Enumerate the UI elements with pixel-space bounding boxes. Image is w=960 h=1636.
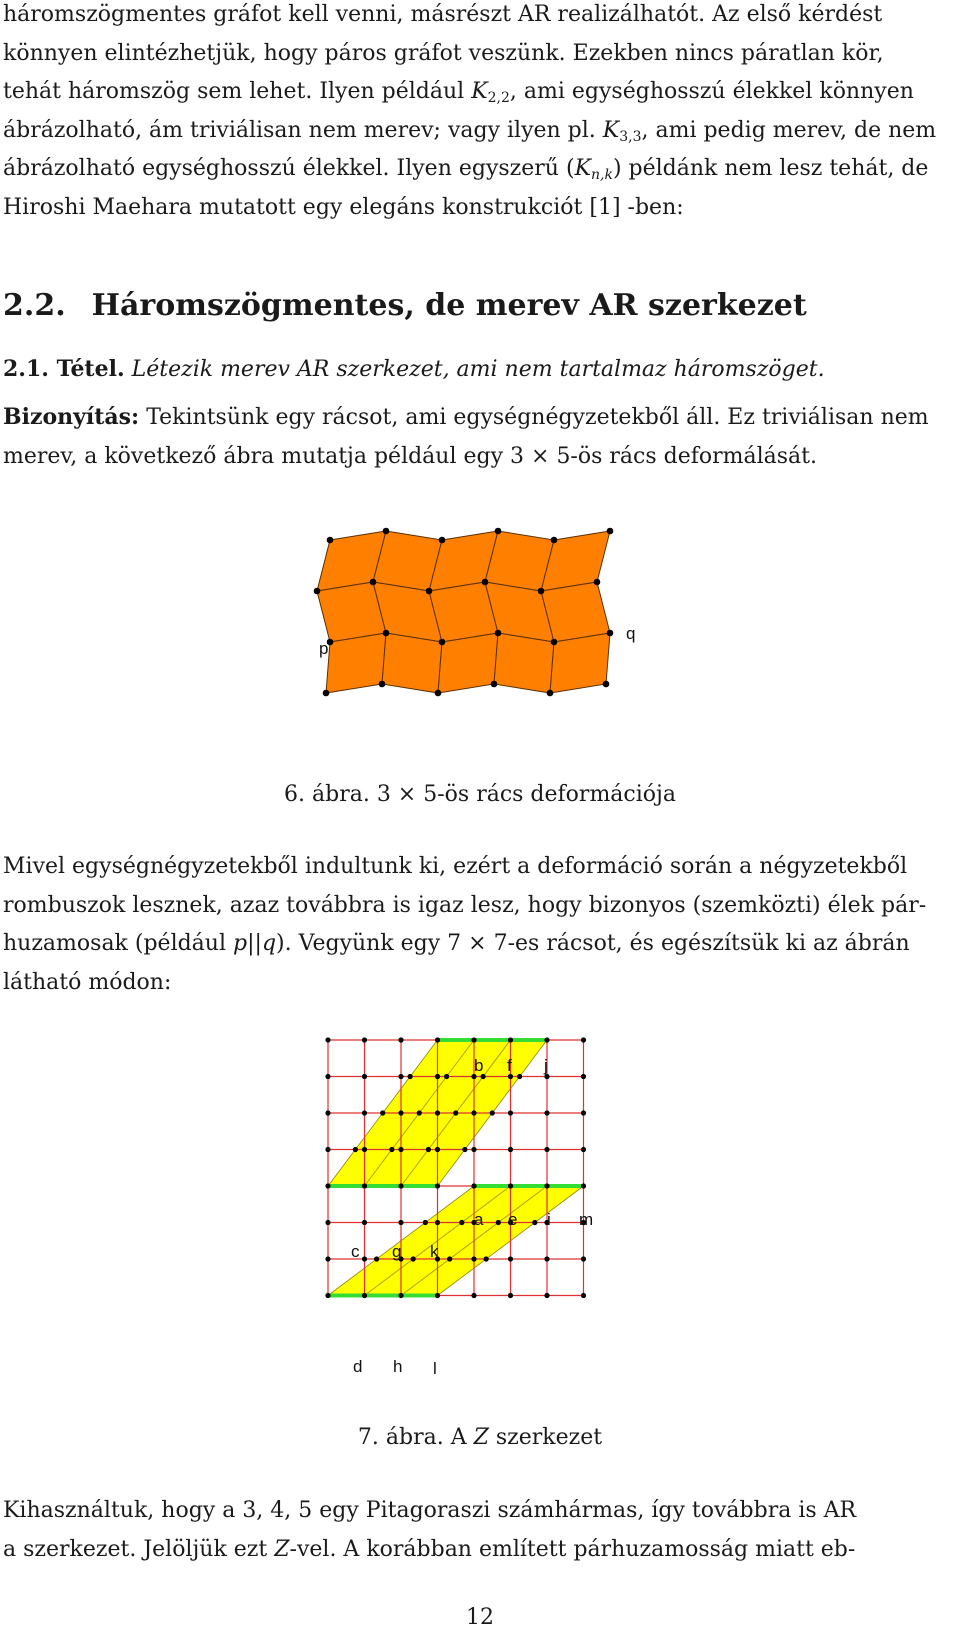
label-l: l xyxy=(433,1359,437,1378)
vertex-dot xyxy=(462,1147,467,1152)
caption-text: szerkezet xyxy=(488,1425,603,1450)
math-subscript: 3,3 xyxy=(619,128,642,145)
vertex-dot xyxy=(379,681,386,688)
vertex-dot xyxy=(398,1074,403,1079)
theorem xyxy=(3,356,825,382)
parallel-symbol: || xyxy=(247,931,262,957)
vertex-dot xyxy=(471,1110,476,1115)
vertex-dot xyxy=(551,639,558,646)
vertex-dot xyxy=(581,1256,586,1261)
rhombus-tile xyxy=(382,633,442,693)
vertex-dot xyxy=(362,1293,367,1298)
vertex-dot xyxy=(544,1110,549,1115)
text-line: rombuszok lesznek, azaz továbbra is igaz lesz, hogy bizonyos (szemközti) élek pár- xyxy=(3,892,927,918)
text-run: ábrázolható egységhosszú élekkel. Ilyen egyszerű ( xyxy=(3,156,575,182)
math-k33: K xyxy=(602,117,620,143)
rhombus-tile xyxy=(326,633,386,693)
paragraph-rhombus xyxy=(3,848,957,1002)
vertex-dot xyxy=(444,1074,449,1079)
vertex-dot xyxy=(508,1110,513,1115)
vertex-dot xyxy=(581,1293,586,1298)
rhombus-tile xyxy=(550,633,610,693)
vertex-dot xyxy=(435,690,442,697)
vertex-dot xyxy=(362,1074,367,1079)
vertex-dot xyxy=(538,588,545,595)
text-line xyxy=(3,1531,957,1570)
math-q: q xyxy=(261,931,277,957)
vertex-dot xyxy=(417,1110,422,1115)
vertex-dot xyxy=(435,1037,440,1042)
vertex-dot xyxy=(471,1037,476,1042)
math-subscript: n,k xyxy=(591,167,613,184)
text-line xyxy=(3,925,957,964)
vertex-dot xyxy=(581,1147,586,1152)
text-line: háromszögmentes gráfot kell venni, másrészt AR realizálhatót. Az első kérdést xyxy=(3,2,883,27)
vertex-dot xyxy=(383,630,390,637)
label-c: c xyxy=(351,1242,360,1261)
vertex-dot xyxy=(398,1147,403,1152)
text-line: Kihasználtuk, hogy a 3, 4, 5 egy Pitagoraszi számhármas, így továbbra is AR xyxy=(3,1498,857,1523)
vertex-dot xyxy=(544,1147,549,1152)
vertex-dot xyxy=(581,1110,586,1115)
rhombus-tiles xyxy=(317,531,610,693)
vertex-dot xyxy=(325,1293,330,1298)
rhombus-tile xyxy=(438,633,498,693)
label-a: a xyxy=(474,1210,484,1229)
vertex-dot xyxy=(325,1037,330,1042)
vertex-dot xyxy=(435,1074,440,1079)
vertex-dot xyxy=(547,690,554,697)
vertex-dot xyxy=(439,639,446,646)
label-i: i xyxy=(547,1210,551,1229)
vertex-dot xyxy=(426,588,433,595)
vertex-dot xyxy=(398,1293,403,1298)
vertex-dot xyxy=(325,1147,330,1152)
label-k: k xyxy=(430,1242,439,1261)
label-p: p xyxy=(319,639,329,658)
text-line: látható módon: xyxy=(3,969,172,995)
vertex-dot xyxy=(435,1147,440,1152)
vertex-dot xyxy=(544,1037,549,1042)
vertex-dot xyxy=(508,1256,513,1261)
section-title: Háromszögmentes, de merev AR szerkezet xyxy=(91,288,807,323)
label-q: q xyxy=(626,624,636,643)
figure-6-deformed-grid xyxy=(300,520,640,730)
vertex-dot xyxy=(362,1220,367,1225)
vertex-dot xyxy=(408,1074,413,1079)
vertex-dot xyxy=(374,1256,379,1261)
vertex-dot xyxy=(370,579,377,586)
vertex-dot xyxy=(325,1220,330,1225)
vertex-dot xyxy=(453,1110,458,1115)
vertex-dot xyxy=(471,1256,476,1261)
math-z: Z xyxy=(274,1536,290,1562)
vertex-dot xyxy=(484,1256,489,1261)
vertex-dot xyxy=(607,630,614,637)
vertex-dot xyxy=(327,537,334,544)
vertex-dot xyxy=(544,1293,549,1298)
text-run: , ami egységhosszú élekkel könnyen xyxy=(509,79,914,105)
vertex-dot xyxy=(447,1256,452,1261)
figure-7-caption xyxy=(0,1425,960,1450)
figure-6-caption: 6. ábra. 3 × 5-ös rács deformációja xyxy=(284,782,676,807)
vertex-dot xyxy=(581,1183,586,1188)
vertex-dot xyxy=(607,528,614,535)
label-d: d xyxy=(353,1357,363,1376)
paragraph-pythagorean xyxy=(3,1492,957,1569)
vertex-dot xyxy=(398,1183,403,1188)
vertex-dot xyxy=(508,1293,513,1298)
vertex-dot xyxy=(353,1147,358,1152)
vertex-dot xyxy=(496,1220,501,1225)
vertex-dot xyxy=(435,1293,440,1298)
math-p: p xyxy=(233,931,248,957)
vertex-dot xyxy=(482,579,489,586)
vertex-dot xyxy=(471,1183,476,1188)
vertex-dot xyxy=(532,1220,537,1225)
vertex-dot xyxy=(314,588,321,595)
text-line: Mivel egységnégyzetekből indultunk ki, ezért a deformáció során a négyzetekből xyxy=(3,854,908,879)
vertex-dot xyxy=(411,1256,416,1261)
section-heading xyxy=(3,288,807,323)
text-line: merev, a következő ábra mutatja például egy 3 × 5-ös rács deformálását. xyxy=(3,443,818,469)
label-g: g xyxy=(392,1242,402,1261)
caption-z: Z xyxy=(473,1425,489,1450)
vertex-dot xyxy=(426,1147,431,1152)
vertex-dot xyxy=(508,1037,513,1042)
yellow-parallelogram xyxy=(328,1186,584,1296)
vertex-dot xyxy=(471,1147,476,1152)
figure-7-z-structure xyxy=(320,1040,620,1378)
proof-paragraph xyxy=(3,398,957,476)
label-m: m xyxy=(579,1210,594,1229)
vertex-dot xyxy=(459,1220,464,1225)
label-e: e xyxy=(508,1210,518,1229)
vertex-dot xyxy=(325,1256,330,1261)
theorem-label: 2.1. Tétel. xyxy=(3,356,125,382)
text-run: huzamosak (például xyxy=(3,931,234,957)
text-run: , ami pedig merev, de nem xyxy=(641,117,937,143)
text-run: -vel. A korábban említett párhuzamosság miatt eb- xyxy=(289,1536,856,1562)
vertex-dot xyxy=(380,1110,385,1115)
vertex-dot xyxy=(383,528,390,535)
text-run: ) példánk nem lesz tehát, de xyxy=(612,156,929,182)
label-h: h xyxy=(393,1357,403,1376)
vertex-dot xyxy=(603,681,610,688)
vertex-dot xyxy=(389,1147,394,1152)
text-line xyxy=(3,112,957,151)
math-subscript: 2,2 xyxy=(487,90,510,107)
text-run: a szerkezet. Jelöljük ezt xyxy=(3,1536,275,1562)
text-run: ábrázolható, ám triviálisan nem merev; vagy ilyen pl. xyxy=(3,117,603,143)
vertex-dot xyxy=(323,690,330,697)
paragraph-intro xyxy=(3,0,957,228)
vertex-dot xyxy=(517,1074,522,1079)
page-number: 12 xyxy=(466,1605,494,1630)
vertex-dot xyxy=(325,1183,330,1188)
text-run: Tekintsünk egy rácsot, ami egységnégyzetekből áll. Ez triviálisan nem xyxy=(146,405,929,430)
caption-text: 7. ábra. A xyxy=(357,1425,474,1450)
text-run: tehát háromszög sem lehet. Ilyen például xyxy=(3,79,472,105)
vertex-dot xyxy=(398,1220,403,1225)
section-number: 2.2. xyxy=(3,288,66,323)
math-knk: K xyxy=(574,156,591,182)
rhombus-tile xyxy=(494,633,554,693)
text-line xyxy=(3,150,957,189)
vertex-dot xyxy=(581,1037,586,1042)
vertex-dot xyxy=(439,537,446,544)
label-j: j xyxy=(544,1056,548,1075)
vertex-dot xyxy=(423,1220,428,1225)
vertex-dot xyxy=(495,528,502,535)
vertex-dot xyxy=(544,1256,549,1261)
vertex-dot xyxy=(495,630,502,637)
vertex-dot xyxy=(508,1147,513,1152)
vertex-dot xyxy=(362,1147,367,1152)
text-line: Hiroshi Maehara mutatott egy elegáns konstrukciót [1] -ben: xyxy=(3,194,684,220)
vertex-dot xyxy=(435,1183,440,1188)
label-b: b xyxy=(474,1056,484,1075)
vertex-dot xyxy=(325,1074,330,1079)
vertex-dot xyxy=(362,1037,367,1042)
proof-label: Bizonyítás: xyxy=(3,404,140,430)
vertex-dot xyxy=(325,1110,330,1115)
text-line xyxy=(3,73,957,112)
math-k22: K xyxy=(471,79,488,105)
theorem-text: Létezik merev AR szerkezet, ami nem tartalmaz háromszöget. xyxy=(131,357,825,382)
vertex-dot xyxy=(491,681,498,688)
vertex-dot xyxy=(362,1110,367,1115)
label-f: f xyxy=(507,1056,512,1075)
vertex-dot xyxy=(551,537,558,544)
vertex-dot xyxy=(435,1220,440,1225)
vertex-dot xyxy=(435,1110,440,1115)
vertex-dot xyxy=(594,579,601,586)
text-run: ). Vegyünk egy 7 × 7-es rácsot, és egészítsük ki az ábrán xyxy=(276,931,910,957)
vertex-dot xyxy=(398,1037,403,1042)
rhombus-tile xyxy=(541,582,610,642)
text-line: könnyen elintézhetjük, hogy páros gráfot veszünk. Ezekben nincs páratlan kör, xyxy=(3,40,884,66)
vertex-dot xyxy=(362,1256,367,1261)
vertex-dot xyxy=(508,1183,513,1188)
text-line xyxy=(3,398,957,438)
vertex-dot xyxy=(490,1110,495,1115)
vertex-dot xyxy=(362,1183,367,1188)
vertex-dot xyxy=(398,1110,403,1115)
vertex-dot xyxy=(471,1293,476,1298)
vertex-dot xyxy=(544,1183,549,1188)
vertex-dot xyxy=(581,1074,586,1079)
